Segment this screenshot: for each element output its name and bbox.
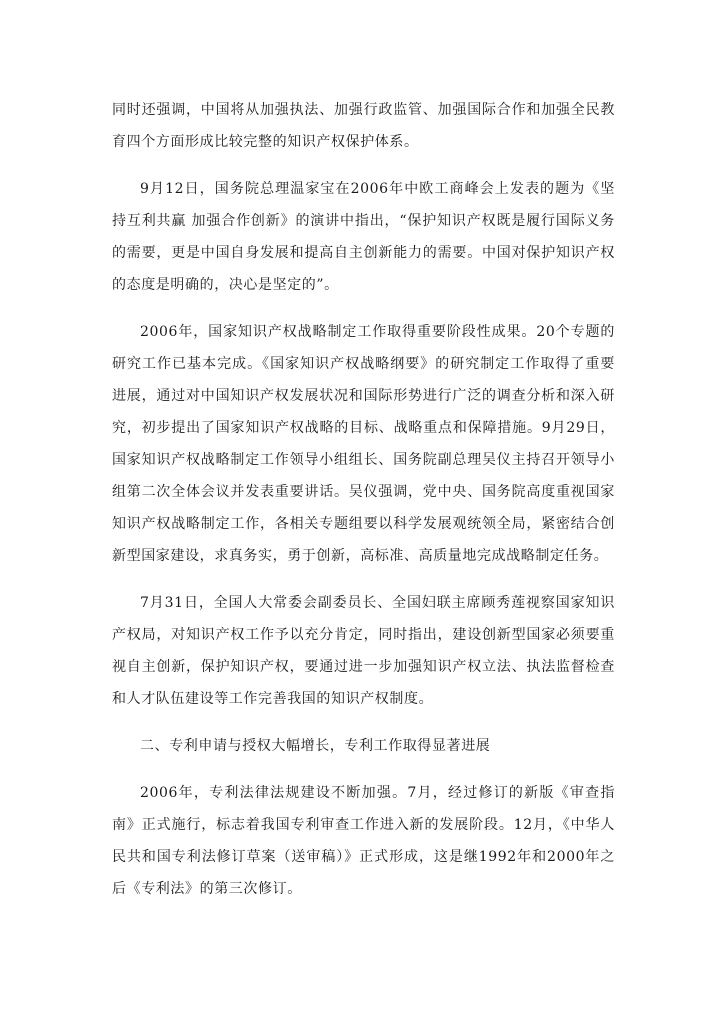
paragraph-patent-law: 2006年，专利法律法规建设不断加强。7月，经过修订的新版《审查指南》正式施行，标志着我国专利审查工作进入新的发展阶段。12月，《中华人民共和国专利法修订草案（送审稿）》正式形成，这是继1992年和2000年之后《专利法》的第三次修订。 [112, 785, 615, 897]
paragraph-wen-jiabao-speech: 9月12日，国务院总理温家宝在2006年中欧工商峰会上发表的题为《坚持互利共赢 加强合作创新》的演讲中指出，“保护知识产权既是履行国际义务的需要，更是中国自身发展和提高自主创新能力的需要。中国对保护知识产权的态度是明确的，决心是坚定的”。 [112, 181, 615, 293]
paragraph-continued: 同时还强调，中国将从加强执法、加强行政监管、加强国际合作和加强全民教育四个方面形成比较完整的知识产权保护体系。 [112, 102, 615, 150]
document-body [112, 94, 615, 920]
section-heading: 二、专利申请与授权大幅增长，专利工作取得显著进展 [140, 738, 491, 754]
paragraph-ip-strategy: 2006年，国家知识产权战略制定工作取得重要阶段性成果。20个专题的研究工作已基本完成。《国家知识产权战略纲要》的研究制定工作取得了重要进展，通过对中国知识产权发展状况和国际形势进行广泛的调查分析和深入研究，初步提出了国家知识产权战略的目标、战略重点和保障措施。9月29日，国家知识产权战略制定工作领导小组组长、国务院副总理吴仪主持召开领导小组第二次全体会议并发表重要讲话。吴仪强调，党中央、国务院高度重视国家知识产权战略制定工作，各相关专题组要以科学发展观统领全局，紧密结合创新型国家建设，求真务实，勇于创新，高标准、高质量地完成战略制定任务。 [112, 324, 615, 564]
paragraph-gu-xiulian-visit: 7月31日，全国人大常委会副委员长、全国妇联主席顾秀莲视察国家知识产权局，对知识产权工作予以充分肯定，同时指出，建设创新型国家必须要重视自主创新，保护知识产权，要通过进一步加强知识产权立法、执法监督检查和人才队伍建设等工作完善我国的知识产权制度。 [112, 595, 615, 707]
